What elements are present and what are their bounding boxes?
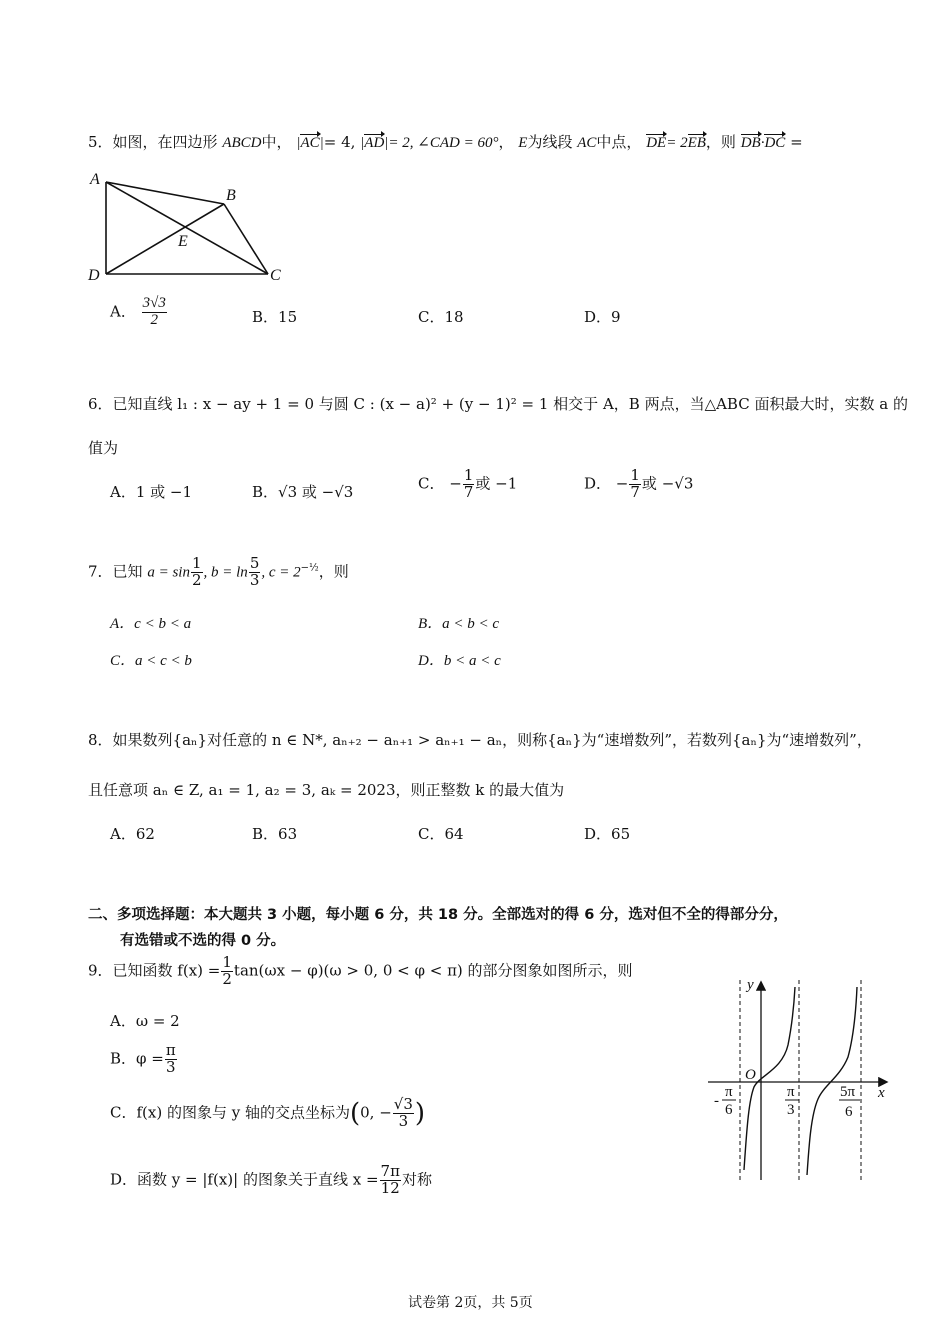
q7-stem: 7．已知 a = sin $\frac{1}{2}$ , b = ln $\frac{5}{3}$ , $c = 2^{-\frac{1}{2}}$，则 [88,554,349,589]
section-heading-line1: 二、多项选择题：本大题共 3 小题，每小题 6 分，共 18 分。全部选对的得 6 分，选对但不全的得部分分， [88,907,788,923]
label-B: B [226,187,236,204]
label-E: E [178,233,188,250]
q9-option-b: B．φ = $\frac{\pi}{3}$ [110,1041,176,1076]
q5-option-c: C．18 [418,308,464,326]
q9-option-c: C．f(x) 的图象与 y 轴的交点坐标为(0, − $\frac{√3}{3}$ ) [110,1095,426,1130]
q7-option-b: B．a < b < c [418,616,500,632]
q7-option-a: A．c < b < a [110,616,192,632]
q9-option-d: D．函数 y = |f(x)| 的图象关于直线 x = $\frac{7\pi}{12}$ 对称 [110,1162,432,1197]
section-heading-line2: 有选错或不选的得 0 分。 [120,933,286,949]
axis-y-label: y [747,977,754,993]
axis-x-label: x [878,1085,885,1101]
q6-option-a: A．1 或 −1 [110,483,193,501]
q5-stem: 5．如图，在四边形 ABCD中， |AC|= 4, |AD|= 2, ∠CAD = 60°， E为线段 AC中点， DE= 2EB，则 DB·DC = [88,133,803,151]
svg-text:5π: 5π [840,1084,856,1100]
q8-option-d: D．65 [584,825,631,843]
label-A: A [90,171,100,188]
q8-option-b: B．63 [252,825,298,843]
svg-text:6: 6 [845,1104,853,1120]
label-C: C [270,267,281,284]
q7-option-c: C．a < c < b [110,653,192,669]
origin-label: O [745,1067,756,1083]
svg-text:-: - [714,1093,719,1109]
q8-option-a: A．62 [110,825,155,843]
q6-stem-line1: 6．已知直线 l₁ : x − ay + 1 = 0 与圆 C : (x − a)² + (y − 1)² = 1 相交于 A，B 两点，当△ABC 面积最大时，实数 a 的 [88,395,908,413]
label-D: D [88,267,100,284]
q6-option-d: D． − $\frac{1}{7}$ 或 −√3 [584,466,694,501]
q5-option-a: A． $\frac{3√3}{2}$ [110,295,166,328]
q6-stem-line2: 值为 [88,439,119,457]
page-footer: 试卷第 2页，共 5页 [408,1295,533,1311]
svg-text:3: 3 [787,1102,795,1118]
tangent-graph [700,975,900,1185]
quadrilateral-figure [84,168,294,288]
q7-option-d: D．b < a < c [418,653,501,669]
q9-stem: 9．已知函数 f(x) = $\frac{1}{2}$ tan(ωx − φ)(ω > 0, 0 < φ < π) 的部分图象如图所示，则 [88,953,633,988]
svg-text:6: 6 [725,1102,733,1118]
q6-option-b: B．√3 或 −√3 [252,483,354,501]
svg-text:π: π [787,1084,795,1100]
q8-stem-line1: 8．如果数列{aₙ}对任意的 n ∈ N*, aₙ₊₂ − aₙ₊₁ > aₙ₊₁ − aₙ，则称{aₙ}为“速增数列”，若数列{aₙ}为“速增数列”， [88,731,872,749]
q6-option-c: C． − $\frac{1}{7}$ 或 −1 [418,466,518,501]
q5-option-b: B．15 [252,308,298,326]
q9-option-a: A．ω = 2 [110,1012,180,1030]
q5-option-d: D．9 [584,308,621,326]
svg-text:π: π [725,1084,733,1100]
q8-stem-line2: 且任意项 aₙ ∈ Z, a₁ = 1, a₂ = 3, aₖ = 2023，则正整数 k 的最大值为 [88,781,565,799]
q8-option-c: C．64 [418,825,464,843]
